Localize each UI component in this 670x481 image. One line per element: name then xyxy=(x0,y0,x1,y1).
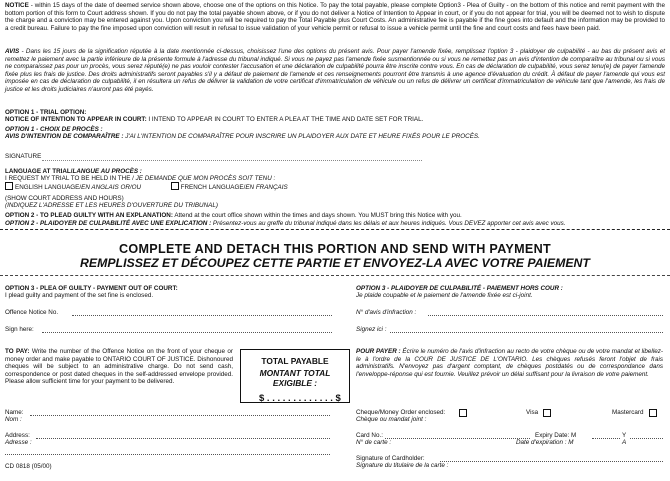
visa-checkbox[interactable] xyxy=(543,409,551,417)
offence-notice-label: Offence Notice No. xyxy=(5,309,59,316)
offence-notice-fr-label: N° d'avis d'infraction : xyxy=(356,309,417,316)
option3-text: I plead guilty and payment of the set fine is enclosed. xyxy=(5,292,154,299)
english-label-fr: EN ANGLAIS OR/OU xyxy=(81,184,142,191)
notice-paragraph xyxy=(5,2,665,32)
total-payable-fr-label: MONTANT TOTAL EXIGIBLE : xyxy=(259,368,331,388)
french-label-fr: EN FRANÇAIS xyxy=(245,184,288,191)
option2-fr-text: Présentez-vous au greffe du tribunal indiqué dans les délais et aux heures indiqués. Vous DEVEZ apporter cet avis avec vous. xyxy=(211,220,566,227)
detach-header-en: COMPLETE AND DETACH THIS PORTION AND SEND WITH PAYMENT xyxy=(118,242,552,256)
notice-label: NOTICE xyxy=(5,2,29,9)
show-court-label: (SHOW COURT ADDRESS AND HOURS) xyxy=(5,195,124,202)
total-payable-box xyxy=(240,349,350,403)
option1-notice xyxy=(5,116,423,123)
expiry-year-label: Y xyxy=(622,432,627,439)
avis-label: AVIS xyxy=(5,48,20,55)
english-label: ENGLISH LANGUAGE/ xyxy=(15,184,82,191)
option2-line xyxy=(5,212,462,219)
mastercard-label: Mastercard xyxy=(612,409,644,416)
option2-text: Attend at the court office shown within the times and days shown. You MUST bring this Notice with you. xyxy=(172,212,462,219)
section-divider xyxy=(0,275,670,276)
expiry-fr-a-label: A xyxy=(622,439,627,446)
cheque-label: Cheque/Money Order enclosed: xyxy=(356,409,446,416)
address-label: Address: xyxy=(5,432,30,439)
sign-here-fr-field[interactable] xyxy=(390,332,663,333)
pour-payer-label: POUR PAYER : xyxy=(356,348,401,355)
cardholder-signature-fr-label: Signature du titulaire de la carte : xyxy=(356,462,449,469)
signature-line[interactable] xyxy=(42,160,422,161)
language-options xyxy=(5,182,288,191)
french-checkbox[interactable] xyxy=(171,182,179,190)
option2-fr-title: OPTION 2 - PLAIDOYER DE CULPABILITÉ AVEC UNE EXPLICATION : xyxy=(5,220,212,227)
expiry-label: Expiry Date: M xyxy=(535,432,577,439)
option2-title: OPTION 2 - TO PLEAD GUILTY WITH AN EXPLANATION: xyxy=(5,212,173,219)
language-title-en: LANGUAGE AT TRIAL/ xyxy=(5,168,73,175)
option2-fr-line xyxy=(5,220,566,227)
expiry-year-field[interactable] xyxy=(630,438,663,439)
option1-fr-notice xyxy=(5,133,480,140)
address-fr-label: Adresse : xyxy=(5,439,32,446)
language-request-en: I REQUEST MY TRIAL TO BE HELD IN THE / xyxy=(5,175,136,182)
cheque-checkbox[interactable] xyxy=(459,409,467,417)
cardholder-signature-field[interactable] xyxy=(440,461,663,462)
show-court-label-fr: (INDIQUEZ L'ADRESSE ET LES HEURES D'OUVERTURE DU TRIBUNAL) xyxy=(5,202,218,209)
signature-label: SIGNATURE xyxy=(5,153,42,160)
avis-paragraph xyxy=(5,48,665,93)
name-fr-label: Nom : xyxy=(5,416,22,423)
option1-title: OPTION 1 - TRIAL OPTION: xyxy=(5,109,87,116)
address-field[interactable] xyxy=(36,438,330,439)
card-number-label: Card No.: xyxy=(356,432,383,439)
offence-notice-field[interactable] xyxy=(72,315,332,316)
total-payable-label: TOTAL PAYABLE xyxy=(261,356,329,366)
detach-header-fr: REMPLISSEZ ET DÉCOUPEZ CETTE PARTIE ET ENVOYEZ-LA AVEC VOTRE PAIEMENT xyxy=(80,256,590,270)
card-number-fr-label: N° de carte : xyxy=(356,439,392,446)
option3-title: OPTION 3 - PLEA OF GUILTY - PAYMENT OUT OF COURT: xyxy=(5,285,178,292)
name-field[interactable] xyxy=(30,415,330,416)
form-code: CD 0818 (05/00) xyxy=(5,463,52,470)
language-title-fr: LANGUE AU PROCÈS : xyxy=(72,168,142,175)
expiry-month-field[interactable] xyxy=(592,438,620,439)
pour-payer-instructions xyxy=(356,348,663,378)
sign-here-fr-label: Signez ici : xyxy=(356,326,387,333)
notice-text: - within 15 days of the date of deemed service shown above, choose one of the options on this Notice. To pay the total payable, please complete Option3 - Plea of Guilty - on the bottom of this notice and remit payment with the bottom portion of this form to Court address shown. If you do not pay the total payable shown above, or if you do not deliver a Notice of Intention to Appear in court, or if you do not appear for trial, you will be deemed not to wish to dispute the charge and a conviction may be entered against you. Upon conviction you will be required to pay the Total Payable plus Court Costs. An administrative fee is payable if the fine goes into default and the information may be provided to a credit bureau. Failure to pay the fine imposed upon conviction will result in refusal to issue validation of your vehicle permit or refusal to issue a vehicle permit until the fine and court costs and fees have been paid. xyxy=(5,2,665,32)
option3-fr-text: Je plaide coupable et le paiement de l'amende fixée est ci-joint. xyxy=(356,292,533,299)
pour-payer-text: Écrire le numéro de l'avis d'infraction au recto de votre chèque ou de votre mandat et libellez-le à l'ordre de la COUR DE JUSTICE DE L'ONTARIO. Les chèques refusés feront l'objet de frais administratifs. N'envoyez pas d'argent comptant, de chèques postdatés ou de correspondance dans l'enveloppe-réponse qui est fournie. Veuillez prévoir un délai suffisant pour la livraison de votre paiement. xyxy=(356,348,663,378)
french-label: FRENCH LANGUAGE/ xyxy=(180,184,246,191)
mastercard-checkbox[interactable] xyxy=(649,409,657,417)
visa-label: Visa xyxy=(526,409,539,416)
language-request-fr: JE DEMANDE QUE MON PROCÈS SOIT TENU : xyxy=(135,175,276,182)
sign-here-label: Sign here: xyxy=(5,326,34,333)
cheque-fr-label: Chèque ou mandat joint : xyxy=(356,416,427,423)
option1-notice-text: I INTEND TO APPEAR IN COURT TO ENTER A PLEA AT THE TIME AND DATE SET FOR TRIAL. xyxy=(146,116,424,123)
option1-notice-label: NOTICE OF INTENTION TO APPEAR IN COURT: xyxy=(5,116,147,123)
sign-here-field[interactable] xyxy=(42,332,332,333)
expiry-fr-label: Date d'expiration : M xyxy=(516,439,574,446)
english-checkbox[interactable] xyxy=(5,182,13,190)
to-pay-label: TO PAY: xyxy=(5,348,30,355)
avis-text: - Dans les 15 jours de la signification réputée à la date mentionnée ci-dessus, choisissez l'une des options du présent avis. Pour payer l'amende fixée, remplissez l'option 3 - plaidoyer de culpabilité - au bas du présent avis et remettez le paiement avec la partie inférieure de la présente formule à l'adresse du tribunal indiqué. Si vous ne payez pas l'amende fixée susmentionnée ou si vous ne remettez pas un avis d'intention de comparaître au tribunal ou si vous ne comparaissez pas pour un procès, vous serez réputé(e) ne pas vouloir contester l'accusation et une déclaration de culpabilité pourra être inscrite contre vous. En cas de déclaration de culpabilité, vous serez tenu(e) de payer l'amende fixée plus les frais de justice. Des droits administratifs seront payables s'il y a défaut de paiement de l'amende et ces renseignements pourront être transmis à une agence d'évaluation du crédit. À défaut de payer l'amende qui vous est imposée en cas de déclaration de culpabilité, il en résultera un refus de délivrer la validation de votre certificat d'immatriculation de véhicule ou un refus de délivrer un certificat d'immatriculation de véhicule tant que l'amende, les frais de justice et les droits judiciaires n'auront pas été payés. xyxy=(5,48,665,93)
to-pay-text: Write the number of the Offence Notice on the front of your cheque or money order and make payable to ONTARIO COURT OF JUSTICE. Dishonoured cheques will be subject to an administrative charge. Do not send cash, correspondence or post dated cheques in the self-addressed envelope provided. Please allow sufficient time for your payment to be delivered. xyxy=(5,348,233,386)
address-field-2[interactable] xyxy=(5,454,330,455)
detach-cut-line xyxy=(0,229,670,230)
option1-fr-label: AVIS D'INTENTION DE COMPARAÎTRE : xyxy=(5,133,124,140)
to-pay-instructions xyxy=(5,348,233,386)
card-number-field[interactable] xyxy=(385,438,530,439)
total-payable-amount[interactable]: $ . . . . . . . . . . . . . $ xyxy=(259,393,341,404)
cardholder-signature-label: Signature of Cardholder: xyxy=(356,455,425,462)
option1-fr-text: J'AI L'INTENTION DE COMPARAÎTRE POUR INSCRIRE UN PLAIDOYER AUX DATE ET HEURE FIXÉS POUR LE PROCÈS. xyxy=(123,133,480,140)
option3-fr-title: OPTION 3 - PLAIDOYER DE CULPABILITÉ - PAIEMENT HORS COUR : xyxy=(356,285,563,292)
name-label: Name: xyxy=(5,409,24,416)
option1-fr-title: OPTION 1 - CHOIX DE PROCÈS : xyxy=(5,126,103,133)
offence-notice-fr-field[interactable] xyxy=(428,315,663,316)
